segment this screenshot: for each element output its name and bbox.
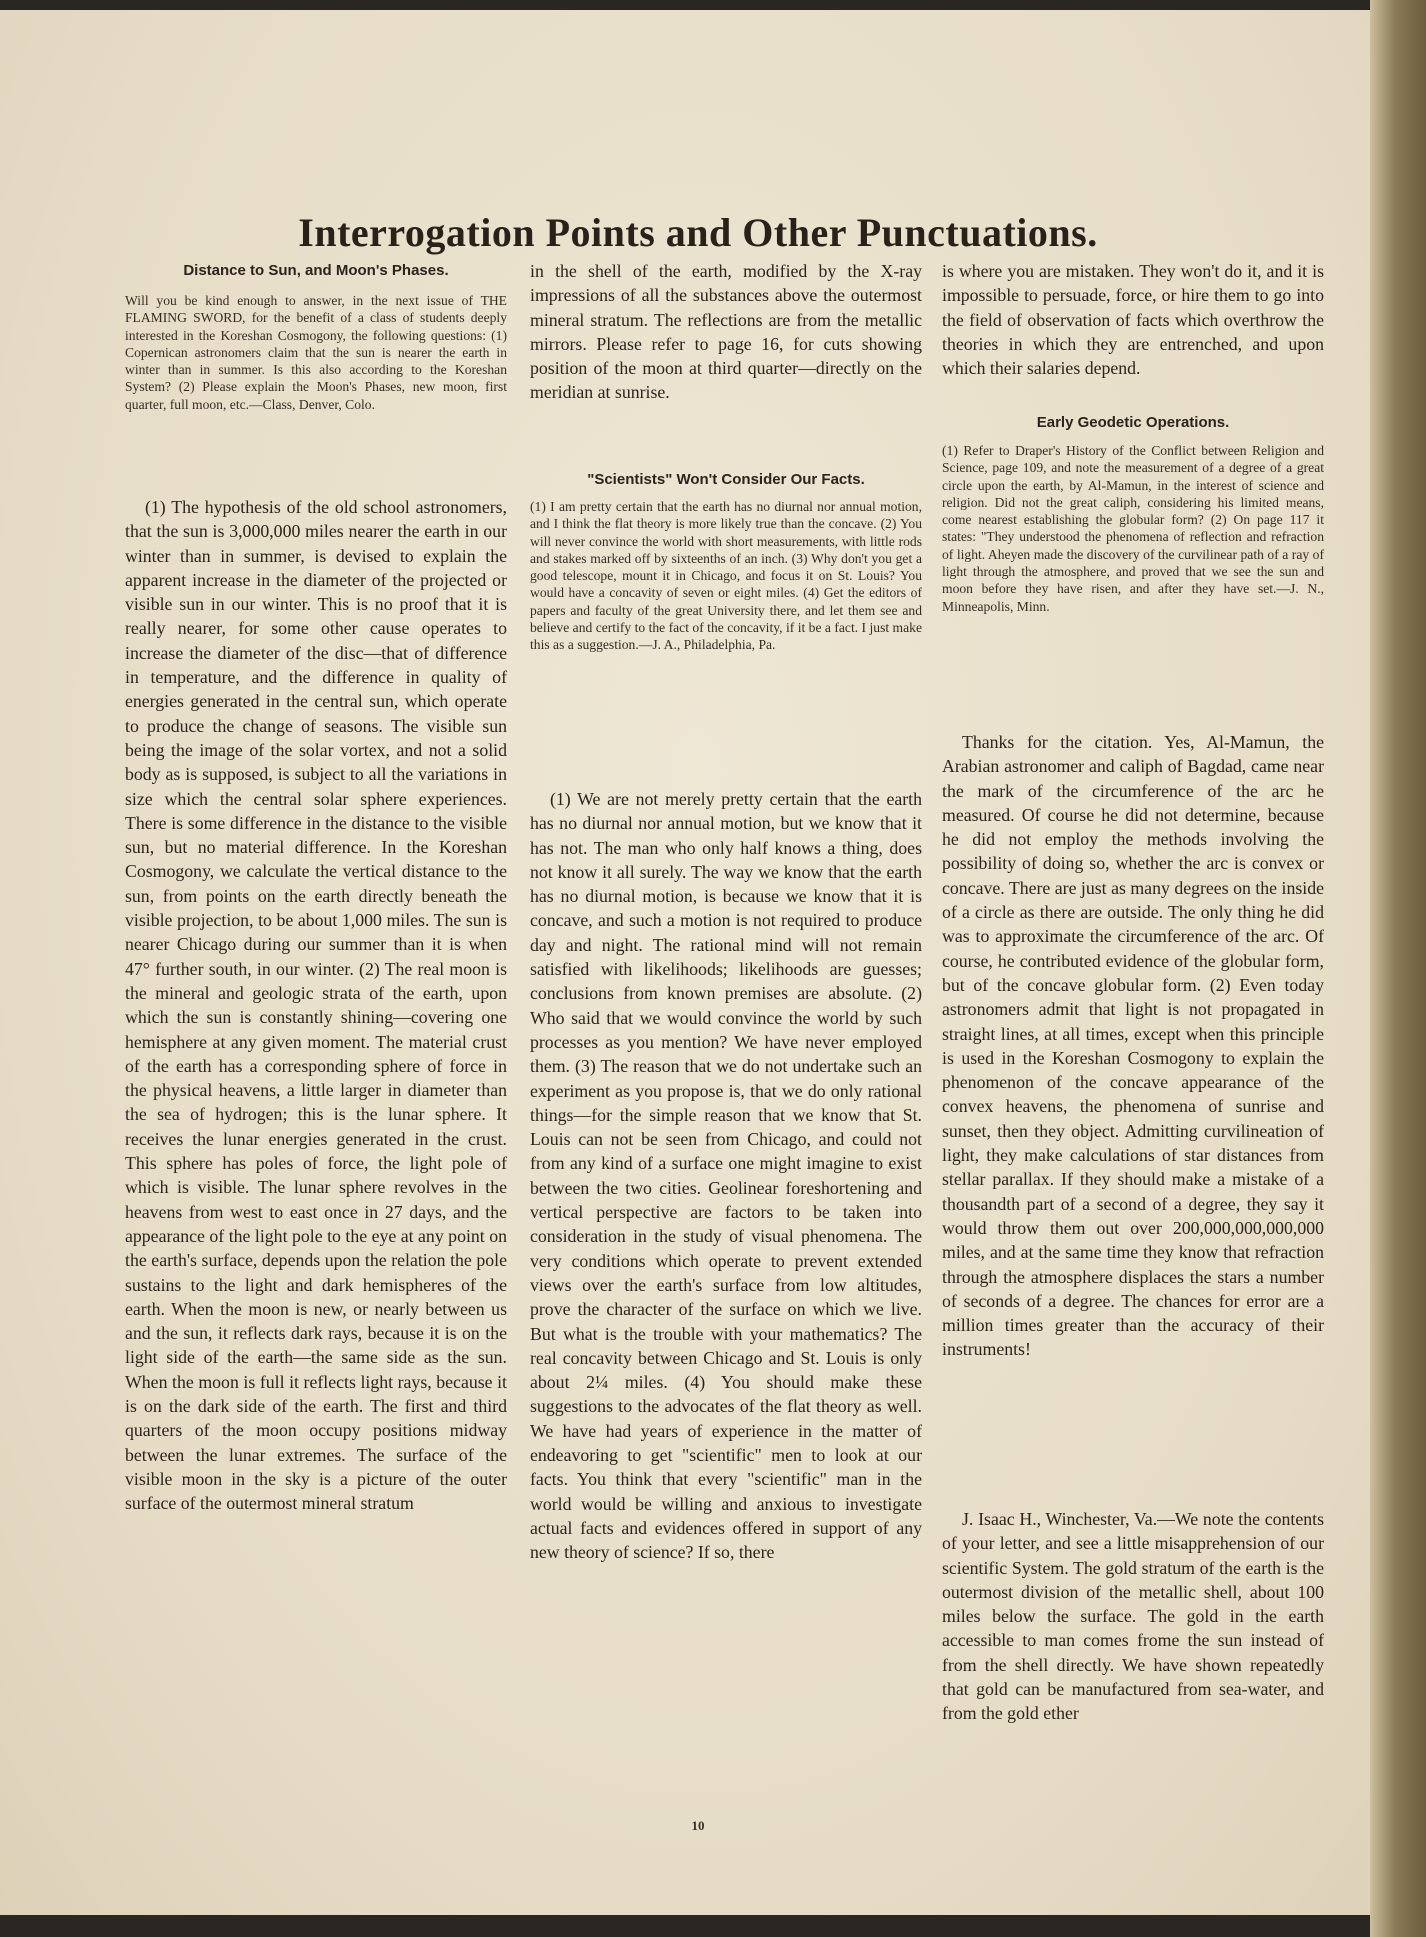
heading-scientists: "Scientists" Won't Consider Our Facts.	[587, 471, 865, 488]
question-distance-to-sun: Will you be kind enough to answer, in the next issue of THE FLAMING SWORD, for the benefit of a class of students deeply interested in the Koreshan Cosmogony, the following questions: (1) Copernican astronomers claim that the sun is nearer the earth in winter than in summer. Is this also according to the Koreshan System? (2) Please explain the Moon's Phases, new moon, first quarter, full moon, etc.—Class, Denver, Colo.	[125, 293, 507, 412]
answer-distance-to-sun: (1) The hypothesis of the old school astronomers, that the sun is 3,000,000 miles nearer the earth in our winter than in summer, is devised to explain the apparent increase in the diameter of the projected or visible sun in our winter. This is no proof that it is really nearer, for some other cause operates to increase the diameter of the disc—that of difference in temperature, and the difference in quality of energies generated in the central sun, which operate to produce the change of seasons. The visible sun being the image of the solar vortex, and not a solid body as is supposed, is subject to all the variations in size which the central solar sphere experiences. There is some difference in the distance to the visible sun, but no material difference. In the Koreshan Cosmogony, we calculate the vertical distance to the sun, from points on the earth directly beneath the visible projection, to be about 1,000 miles. The sun is nearer Chicago during our summer than it is when 47° further south, in our winter. (2) The real moon is the mineral and geologic strata of the earth, upon which the sun is constantly shining—covering one hemisphere at any given moment. The material crust of the earth has a corresponding sphere of force in the physical heavens, a little larger in diameter than the sea of hydrogen; this is the lunar sphere. It receives the lunar energies generated in the crust. This sphere has poles of force, the light pole of which is visible. The lunar sphere revolves in the heavens from west to east once in 27 days, and the appearance of the light pole to the eye at any point on the earth's surface, depends upon the relation the pole sustains to the light and dark hemispheres of the earth. When the moon is new, or nearly between us and the sun, it reflects dark rays, because it is on the light side of the earth—the same side as the sun. When the moon is full it reflects light rays, because it is on the dark side of the earth. The first and third quarters of the moon occupy positions midway between the lunar extremes. The surface of the visible moon in the sky is a picture of the outer surface of the outermost mineral stratum	[125, 497, 507, 1514]
page-number: 10	[691, 1818, 705, 1833]
book-binding-edge	[1370, 0, 1426, 1937]
magazine-page	[0, 10, 1396, 1915]
answer-distance-to-sun-continued: in the shell of the earth, modified by the X-ray impressions of all the substances above the outermost mineral stratum. The reflections are from the metallic mirrors. Please refer to page 16, for cuts showing position of the moon at third quarter—directly on the meridian at sunrise.	[530, 261, 922, 403]
question-geodetic: (1) Refer to Draper's History of the Conflict between Religion and Science, page 109, and note the measurement of a degree of a great circle upon the earth, by Al-Mamun, in the interest of science and religion. Did not the great caliph, considering his limited means, come nearest establishing the globular form? (2) On page 117 it states: "They understood the phenomena of reflection and refraction of light. Aheyen made the discovery of the curvilinear path of a ray of light through the atmosphere, and proved that we see the sun and moon before they have risen, and after they have set.—J. N., Minneapolis, Minn.	[942, 443, 1324, 614]
question-scientists: (1) I am pretty certain that the earth has no diurnal nor annual motion, and I think the flat theory is more likely true than the concave. (2) You will never convince the world with short measurements, with little rods and stakes marked off by sixteenths of an inch. (3) Why don't you get a good telescope, mount it in Chicago, and focus it on St. Louis? You would have a concavity of seven or eight miles. (4) Get the editors of papers and faculty of the great University there, and let them see and believe and certify to the fact of the concavity, if it be a fact. I just make this as a suggestion.—J. A., Philadelphia, Pa.	[530, 499, 922, 653]
heading-geodetic: Early Geodetic Operations.	[1036, 414, 1230, 431]
answer-winchester: J. Isaac H., Winchester, Va.—We note the contents of your letter, and see a little misapprehension of our scientific System. The gold stratum of the earth is the outermost division of the metallic shell, about 100 miles below the surface. The gold in the earth accessible to man comes frome the sun instead of from the shell directly. We have shown repeatedly that gold can be manufactured from sea-water, and from the gold ether	[942, 1509, 1324, 1724]
answer-geodetic: Thanks for the citation. Yes, Al-Mamun, the Arabian astronomer and caliph of Bagdad, came near the mark of the circumference of the arc he measured. Of course he did not determine, because he did not employ the methods involving the possibility of doing so, whether the arc is convex or concave. There are just as many degrees on the inside of a circle as there are outside. The only thing he did was to approximate the circumference of the arc. Of course, he contributed evidence of the globular form, but of the concave globular form. (2) Even today astronomers admit that light is not propagated in straight lines, at all times, except when this principle is used in the Koreshan Cosmogony to explain the phenomenon of the concave appearance of the convex heavens, the phenomena of sunrise and sunset, then they object. Admitting curvilineation of light, they make calculations of star distances from stellar parallax. If they should make a mistake of a thousandth part of a second of a degree, they say it would throw them out over 200,000,000,000,000 miles, and at the same time they know that refraction through the atmosphere displaces the stars a number of seconds of a degree. The chances for error are a million times greater than the accuracy of their instruments!	[942, 732, 1324, 1360]
answer-scientists: (1) We are not merely pretty certain that the earth has no diurnal nor annual motion, but we know that it has not. The man who only half knows a thing, does not know it all surely. The way we know that the earth has no diurnal motion, is because we know that it is concave, and such a motion is not required to produce day and night. The rational mind will not remain satisfied with likelihoods; likelihoods are guesses; conclusions from known premises are absolute. (2) Who said that we would convince the world by such processes as you mention? We have never employed them. (3) The reason that we do not undertake such an experiment as you propose is, that we do only rational things—for the simple reason that we know that St. Louis can not be seen from Chicago, and could not from any kind of a surface one might imagine to exist between the two cities. Geolinear foreshortening and vertical perspective are factors to be taken into consideration in the study of visual phenomena. The very conditions which operate to prevent extended views over the earth's surface from low altitudes, prove the character of the surface on which we live. But what is the trouble with your mathematics? The real concavity between Chicago and St. Louis is only about 2¼ miles. (4) You should make these suggestions to the advocates of the flat theory as well. We have had years of experience in the matter of endeavoring to get "scientific" men to look at our facts. You think that every "scientific" man in the world would be willing and anxious to investigate actual facts and evidences offered in support of any new theory of science? If so, there	[530, 789, 922, 1563]
answer-scientists-continued: is where you are mistaken. They won't do it, and it is impossible to persuade, force, or hire them to go into the field of observation of facts which overthrow the theories in which they are entrenched, and upon which their salaries depend.	[942, 261, 1324, 379]
heading-distance-to-sun: Distance to Sun, and Moon's Phases.	[183, 262, 449, 279]
page-title: Interrogation Points and Other Punctuations.	[298, 209, 1098, 255]
